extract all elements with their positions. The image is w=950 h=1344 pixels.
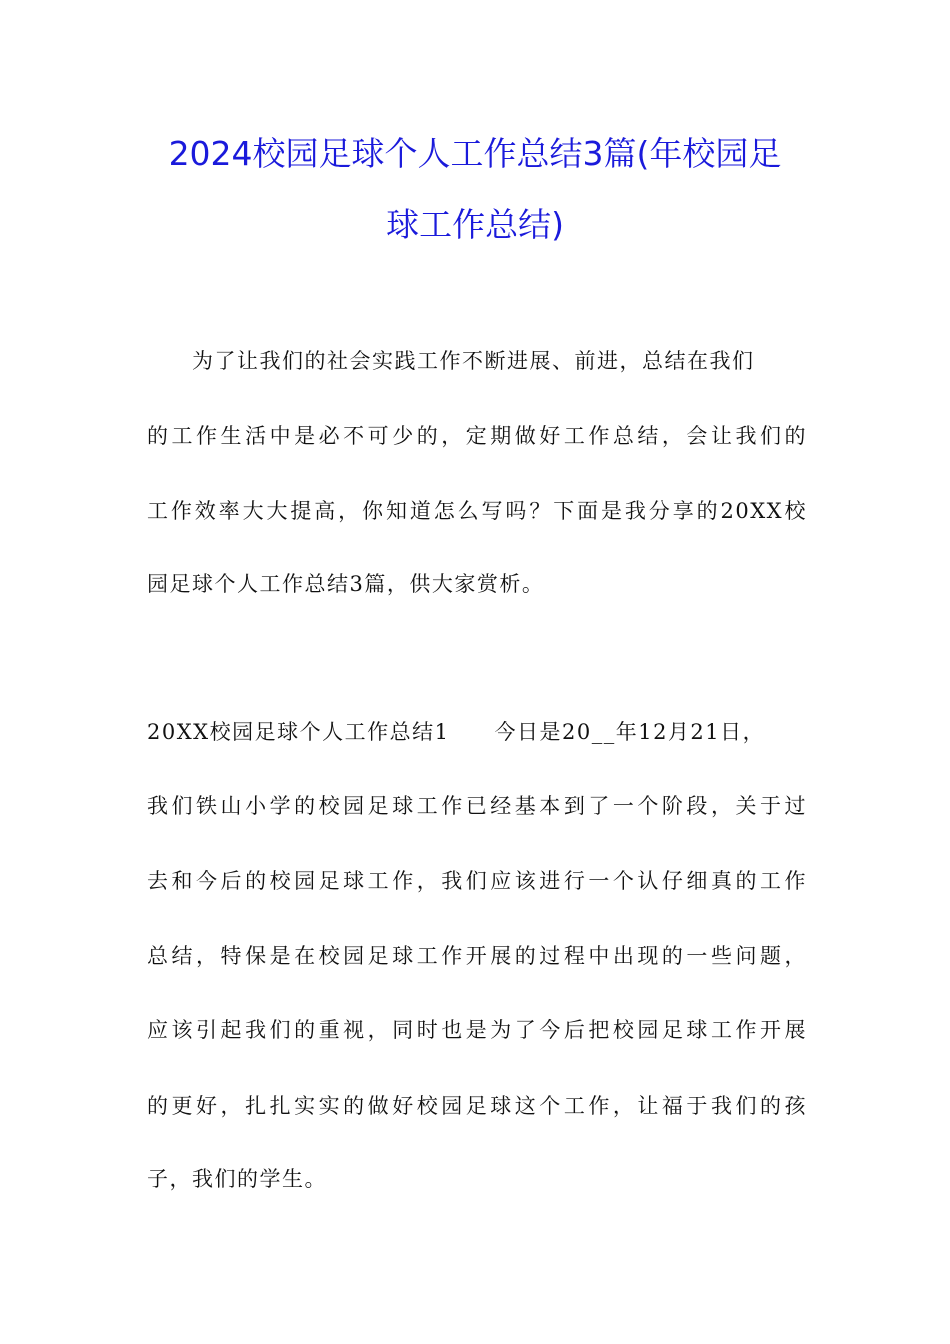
intro-paragraph-line-1: 为了让我们的社会实践工作不断进展、前进，总结在我们: [192, 349, 755, 373]
document-title-line-2: 球工作总结): [386, 205, 564, 244]
section-1-line-6: 的更好，扎扎实实的做好校园足球这个工作，让福于我们的孩: [147, 1094, 807, 1118]
section-1-line-7: 子，我们的学生。: [147, 1167, 327, 1191]
section-1-line-4: 总结，特保是在校园足球工作开展的过程中出现的一些问题，: [147, 944, 807, 968]
intro-paragraph-line-4: 园足球个人工作总结3篇，供大家赏析。: [147, 572, 545, 596]
section-1-line-1: 20XX校园足球个人工作总结1 今日是20__年12月21日，: [147, 720, 766, 744]
intro-paragraph-line-3: 工作效率大大提高，你知道怎么写吗？下面是我分享的20XX校: [147, 499, 807, 523]
intro-paragraph-line-2: 的工作生活中是必不可少的，定期做好工作总结，会让我们的: [147, 424, 807, 448]
section-1-line-5: 应该引起我们的重视，同时也是为了今后把校园足球工作开展: [147, 1018, 807, 1042]
section-1-line-3: 去和今后的校园足球工作，我们应该进行一个认仔细真的工作: [147, 869, 807, 893]
section-1-line-2: 我们铁山小学的校园足球工作已经基本到了一个阶段，关于过: [147, 794, 807, 818]
document-title-line-1: 2024校园足球个人工作总结3篇(年校园足: [168, 134, 782, 173]
